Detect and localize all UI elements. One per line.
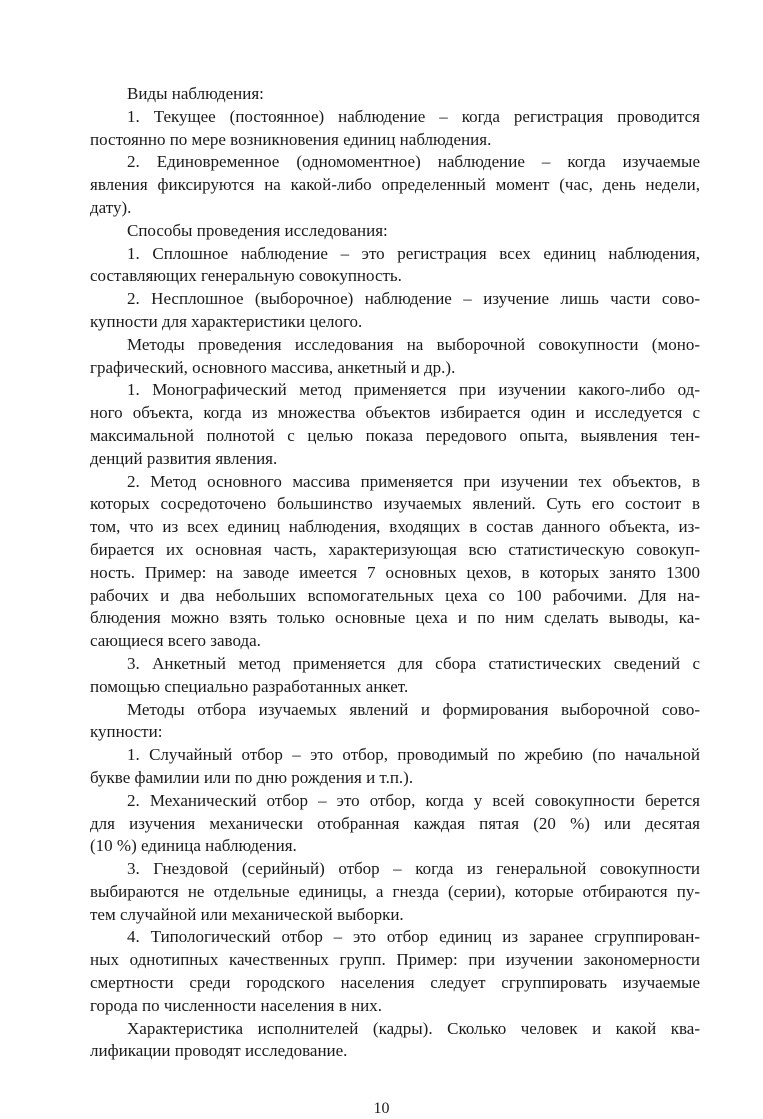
text-line: Характеристика исполнителей (кадры). Сколько человек и какой ква- — [127, 1018, 700, 1038]
text-line: купности для характеристики целого. — [90, 311, 363, 331]
paragraph — [90, 288, 700, 334]
text-line: (10 %) единица наблюдения. — [90, 836, 297, 856]
text-line: 2. Единовременное (одномоментное) наблюдение – когда изучаемые — [127, 152, 700, 172]
text-line: постоянно по мере возникновения единиц наблюдения. — [90, 129, 492, 149]
paragraph — [90, 744, 700, 790]
text-line: дату). — [90, 197, 132, 217]
text-line: 4. Типологический отбор – это отбор единиц из заранее сгруппирован- — [127, 927, 700, 947]
text-line: Способы проведения исследования: — [127, 220, 388, 240]
text-line: 1. Сплошное наблюдение – это регистрация всех единиц наблюдения, — [127, 243, 700, 263]
text-line: 3. Гнездовой (серийный) отбор – когда из генеральной совокупности — [127, 859, 700, 879]
text-line: блюдения можно взять только основные цеха и по ним сделать выводы, ка- — [90, 608, 700, 628]
text-line: тем случайной или механической выборки. — [90, 904, 404, 924]
text-line: 2. Механический отбор – это отбор, когда у всей совокупности берется — [127, 790, 700, 810]
text-line: помощью специально разработанных анкет. — [90, 676, 409, 696]
paragraph — [90, 83, 700, 106]
paragraph — [90, 106, 700, 152]
text-line: ного объекта, когда из множества объектов избирается один и исследуется с — [90, 403, 700, 423]
text-line: которых сосредоточено большинство изучаемых явлений. Суть его состоит в — [90, 494, 700, 514]
text-line: ных однотипных качественных групп. Пример: при изучении закономерности — [90, 950, 700, 970]
text-line: 2. Метод основного массива применяется при изучении тех объектов, в — [127, 471, 700, 491]
text-line: выбираются не отдельные единицы, а гнезда (серии), которые отбираются пу- — [90, 881, 700, 901]
text-line: сающиеся всего завода. — [90, 631, 261, 651]
text-line: 1. Случайный отбор – это отбор, проводимый по жребию (по начальной — [127, 745, 700, 765]
text-line: 1. Монографический метод применяется при изучении какого-либо од- — [127, 380, 700, 400]
paragraph — [90, 220, 700, 243]
text-line: Методы отбора изучаемых явлений и формирования выборочной сово- — [127, 699, 700, 719]
text-line: ность. Пример: на заводе имеется 7 основных цехов, в которых занято 1300 — [90, 562, 700, 582]
paragraph — [90, 926, 700, 1017]
paragraph — [90, 379, 700, 470]
text-line: лификации проводят исследование. — [90, 1041, 348, 1061]
text-line: составляющих генеральную совокупность. — [90, 266, 402, 286]
text-line: 1. Текущее (постоянное) наблюдение – когда регистрация проводится — [127, 106, 700, 126]
paragraph — [90, 790, 700, 858]
page-number: 10 — [373, 1100, 390, 1118]
text-line: для изучения механически отобранная каждая пятая (20 %) или десятая — [90, 813, 700, 833]
text-line: купности: — [90, 722, 163, 742]
text-line: рабочих и два небольших вспомогательных цеха со 100 рабочими. Для на- — [90, 585, 700, 605]
text-line: города по численности населения в них. — [90, 995, 382, 1015]
text-line: максимальной полнотой с целью показа передового опыта, выявления тен- — [90, 425, 700, 445]
text-line: Виды наблюдения: — [127, 84, 264, 103]
text-line: явления фиксируются на какой-либо определенный момент (час, день недели, — [90, 175, 700, 195]
paragraph — [90, 471, 700, 653]
paragraph — [90, 151, 700, 219]
paragraph — [90, 699, 700, 745]
text-line: денций развития явления. — [90, 448, 278, 468]
text-line: графический, основного массива, анкетный и др.). — [90, 357, 456, 377]
text-line: бирается их основная часть, характеризующая всю статистическую совокуп- — [90, 539, 700, 559]
paragraph — [90, 243, 700, 289]
paragraph — [90, 653, 700, 699]
paragraph — [90, 334, 700, 380]
paragraph — [90, 858, 700, 926]
text-line: 2. Несплошное (выборочное) наблюдение – изучение лишь части сово- — [127, 289, 700, 309]
paragraph — [90, 1018, 700, 1064]
page-body — [90, 0, 700, 1063]
text-line: смертности среди городского населения следует сгруппировать изучаемые — [90, 973, 700, 993]
text-line: 3. Анкетный метод применяется для сбора статистических сведений с — [127, 653, 700, 673]
text-line: Методы проведения исследования на выборочной совокупности (моно- — [127, 334, 700, 354]
text-line: том, что из всех единиц наблюдения, входящих в состав данного объекта, из- — [90, 517, 700, 537]
text-line: букве фамилии или по дню рождения и т.п.). — [90, 767, 414, 787]
